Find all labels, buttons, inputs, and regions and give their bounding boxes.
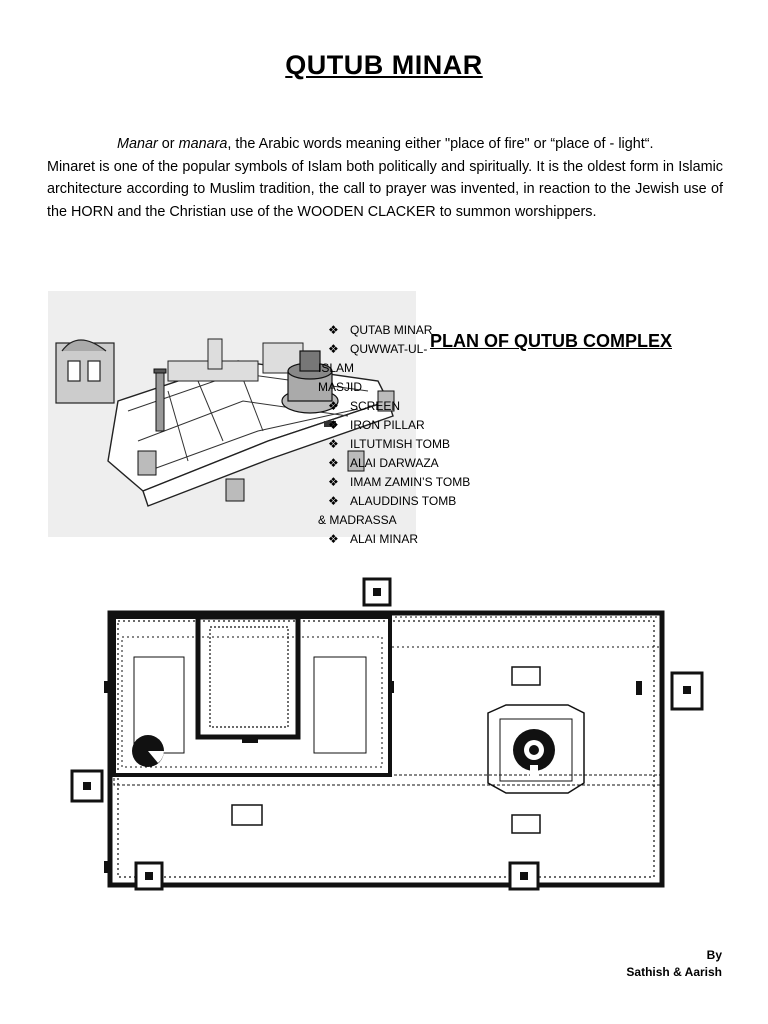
list-item — [318, 397, 518, 416]
credit-authors: Sathish & Aarish — [626, 965, 722, 979]
list-item — [318, 473, 518, 492]
credit-by: By — [706, 948, 722, 962]
legend-label: ISLAM — [318, 361, 355, 375]
legend-label: ALAI MINAR — [350, 532, 419, 546]
intro-paragraph-2: Minaret is one of the popular symbols of Islam both politically and spiritually. It is the oldest form in Islamic architecture according to Muslim tradition, the call to prayer was invented, in reaction to the Jewish use of the HORN and the Christian use of the WOODEN CLACKER to summon worshippers. — [47, 158, 723, 220]
diamond-bullet-icon: ❖ — [328, 418, 339, 432]
term-manar: Manar — [117, 136, 158, 152]
list-item — [318, 454, 518, 473]
diamond-bullet-icon: ❖ — [328, 532, 339, 546]
page-title: QUTUB MINAR — [285, 50, 483, 80]
diamond-bullet-icon: ❖ — [328, 494, 339, 508]
list-item — [318, 416, 518, 435]
list-item — [318, 321, 518, 340]
legend-label: ALAI DARWAZA — [350, 456, 439, 470]
legend-label: MASJID — [318, 380, 363, 394]
legend-label: QUWWAT-UL- — [350, 342, 428, 356]
plan-heading: PLAN OF QUTUB COMPLEX — [430, 331, 672, 351]
diamond-bullet-icon: ❖ — [328, 437, 339, 451]
list-item-continued — [318, 511, 518, 530]
legend-label: IRON PILLAR — [350, 418, 425, 432]
diamond-bullet-icon: ❖ — [328, 323, 339, 337]
qutub-complex-plan — [68, 575, 708, 910]
intro-text — [47, 133, 723, 223]
intro-definition: , the Arabic words meaning either "place of fire" or “place of - light“. — [227, 136, 654, 152]
list-item — [318, 340, 518, 359]
diamond-bullet-icon: ❖ — [328, 456, 339, 470]
intro-or: or — [161, 136, 175, 152]
credit-block — [626, 947, 722, 981]
intro-paragraph-1 — [47, 133, 723, 156]
legend-label: IMAM ZAMIN’S TOMB — [350, 475, 471, 489]
term-manara: manara — [178, 136, 228, 152]
diamond-bullet-icon: ❖ — [328, 475, 339, 489]
diamond-bullet-icon: ❖ — [328, 342, 339, 356]
legend-label: QUTAB MINAR — [350, 323, 433, 337]
list-item — [318, 435, 518, 454]
legend-label: ILTUTMISH TOMB — [350, 437, 451, 451]
legend-list — [318, 321, 518, 549]
list-item-continued — [318, 378, 518, 397]
site-plan-drawing — [68, 575, 708, 910]
list-item-continued — [318, 359, 518, 378]
legend-label: SCREEN — [350, 399, 401, 413]
diamond-bullet-icon: ❖ — [328, 399, 339, 413]
legend-label: & MADRASSA — [318, 513, 397, 527]
list-item — [318, 530, 518, 549]
legend-label: ALAUDDINS TOMB — [350, 494, 457, 508]
list-item — [318, 492, 518, 511]
